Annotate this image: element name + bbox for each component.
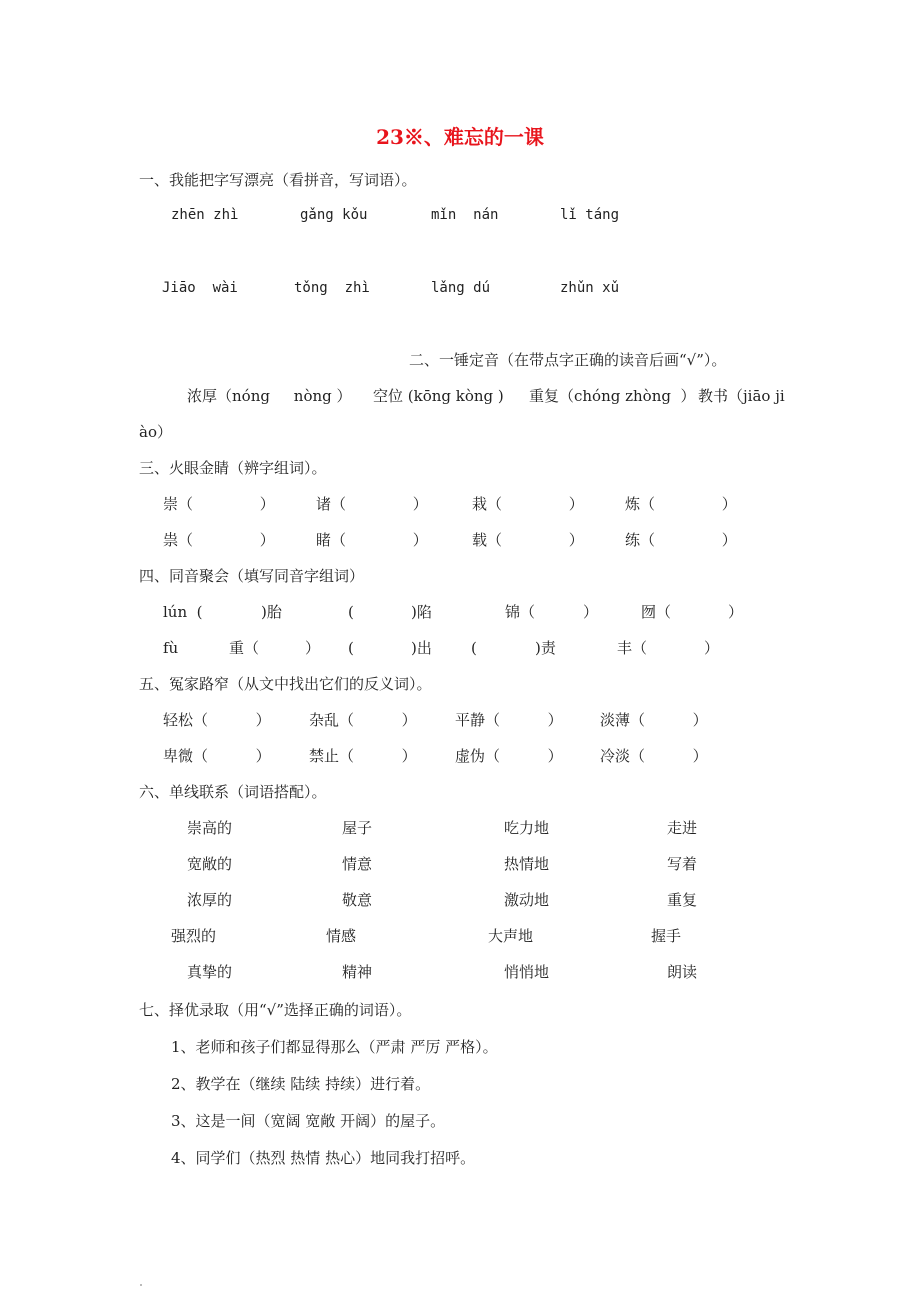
- choice-sentence: 1、老师和孩子们都显得那么（严肃 严厉 严格）。: [171, 1038, 498, 1056]
- section-1-heading: 一、我能把字写漂亮（看拼音，写词语）。: [139, 171, 417, 189]
- match-word: 情感: [326, 927, 357, 945]
- section-7-heading: 七、择优录取（用“√”选择正确的词语）。: [139, 1001, 412, 1019]
- antonym-item: 禁止（ ）: [309, 747, 417, 765]
- pinyin-item: Jiāo wài: [162, 280, 238, 296]
- homophone-part: 丰（: [617, 639, 648, 657]
- pronunciation-item: 教书（jiāo ji: [698, 387, 785, 405]
- word-item: 栽（ ）: [472, 495, 584, 513]
- page-title: 23※、难忘的一课: [376, 125, 544, 149]
- match-word: 精神: [342, 963, 373, 981]
- section-4-heading: 四、同音聚会（填写同音字组词）: [139, 567, 365, 585]
- homophone-part: (: [471, 639, 477, 657]
- antonym-item: 轻松（ ）: [163, 711, 271, 729]
- choice-sentence: 3、这是一间（宽阔 宽敞 开阔）的屋子。: [171, 1112, 446, 1130]
- match-word: 情意: [342, 855, 373, 873]
- section-6-heading: 六、单线联系（词语搭配）。: [139, 783, 327, 801]
- pinyin-item: lǎng dú: [431, 280, 491, 296]
- homophone-part: 锦（: [505, 603, 536, 621]
- homophone-part: ）: [728, 603, 744, 621]
- match-word: 敬意: [342, 891, 373, 909]
- match-word: 朗读: [667, 963, 698, 981]
- homophone-part: fù: [163, 639, 179, 657]
- word-item: 崇（ ）: [163, 495, 275, 513]
- word-item: 练（ ）: [625, 531, 737, 549]
- antonym-item: 杂乱（ ）: [309, 711, 417, 729]
- pinyin-item: zhǔn xǔ: [560, 280, 620, 296]
- pinyin-item: mǐn nán: [431, 207, 499, 223]
- homophone-part: lún (: [163, 603, 203, 621]
- choice-sentence: 4、同学们（热烈 热情 热心）地同我打招呼。: [171, 1149, 476, 1167]
- homophone-part: ）: [583, 603, 599, 621]
- homophone-part: (: [348, 603, 354, 621]
- homophone-part: 囫（: [641, 603, 672, 621]
- homophone-part: )胎: [261, 603, 282, 621]
- antonym-item: 虚伪（ ）: [455, 747, 563, 765]
- pronunciation-item: 浓厚（nóng nòng ）: [187, 387, 352, 405]
- pinyin-item: gǎng kǒu: [300, 207, 368, 223]
- match-word: 屋子: [342, 819, 373, 837]
- match-word: 走进: [667, 819, 698, 837]
- pinyin-item: lǐ táng: [560, 207, 620, 223]
- homophone-part: (: [348, 639, 354, 657]
- pinyin-item: zhēn zhì: [171, 207, 239, 223]
- match-word: 激动地: [504, 891, 550, 909]
- pronunciation-item: 空位 (kōng kòng ): [373, 387, 504, 405]
- homophone-part: )责: [535, 639, 556, 657]
- match-word: 浓厚的: [187, 891, 233, 909]
- homophone-part: ）: [704, 639, 720, 657]
- homophone-part: 重（: [229, 639, 260, 657]
- match-word: 悄悄地: [504, 963, 550, 981]
- match-word: 宽敞的: [187, 855, 233, 873]
- word-item: 炼（ ）: [625, 495, 737, 513]
- match-word: 强烈的: [171, 927, 217, 945]
- match-word: 崇高的: [187, 819, 233, 837]
- match-word: 大声地: [488, 927, 534, 945]
- word-item: 诸（ ）: [316, 495, 428, 513]
- match-word: 写着: [667, 855, 698, 873]
- match-word: 吃力地: [504, 819, 550, 837]
- homophone-part: ）: [305, 639, 321, 657]
- match-word: 重复: [667, 891, 698, 909]
- antonym-item: 淡薄（ ）: [600, 711, 708, 729]
- antonym-item: 冷淡（ ）: [600, 747, 708, 765]
- choice-sentence: 2、教学在（继续 陆续 持续）进行着。: [171, 1075, 431, 1093]
- word-item: 载（ ）: [472, 531, 584, 549]
- word-item: 睹（ ）: [316, 531, 428, 549]
- page-speck: [140, 1284, 142, 1286]
- pronunciation-item: 重复（chóng zhòng ）: [529, 387, 696, 405]
- homophone-part: )陷: [411, 603, 432, 621]
- match-word: 热情地: [504, 855, 550, 873]
- pronunciation-wrap: ào）: [139, 423, 172, 441]
- antonym-item: 卑微（ ）: [163, 747, 271, 765]
- section-3-heading: 三、火眼金睛（辨字组词）。: [139, 459, 327, 477]
- match-word: 真挚的: [187, 963, 233, 981]
- word-item: 祟（ ）: [163, 531, 275, 549]
- section-5-heading: 五、冤家路窄（从文中找出它们的反义词）。: [139, 675, 432, 693]
- antonym-item: 平静（ ）: [455, 711, 563, 729]
- section-2-heading: 二、一锤定音（在带点字正确的读音后画“√”）。: [409, 351, 727, 369]
- pinyin-item: tǒng zhì: [294, 280, 370, 296]
- match-word: 握手: [651, 927, 682, 945]
- homophone-part: )出: [411, 639, 432, 657]
